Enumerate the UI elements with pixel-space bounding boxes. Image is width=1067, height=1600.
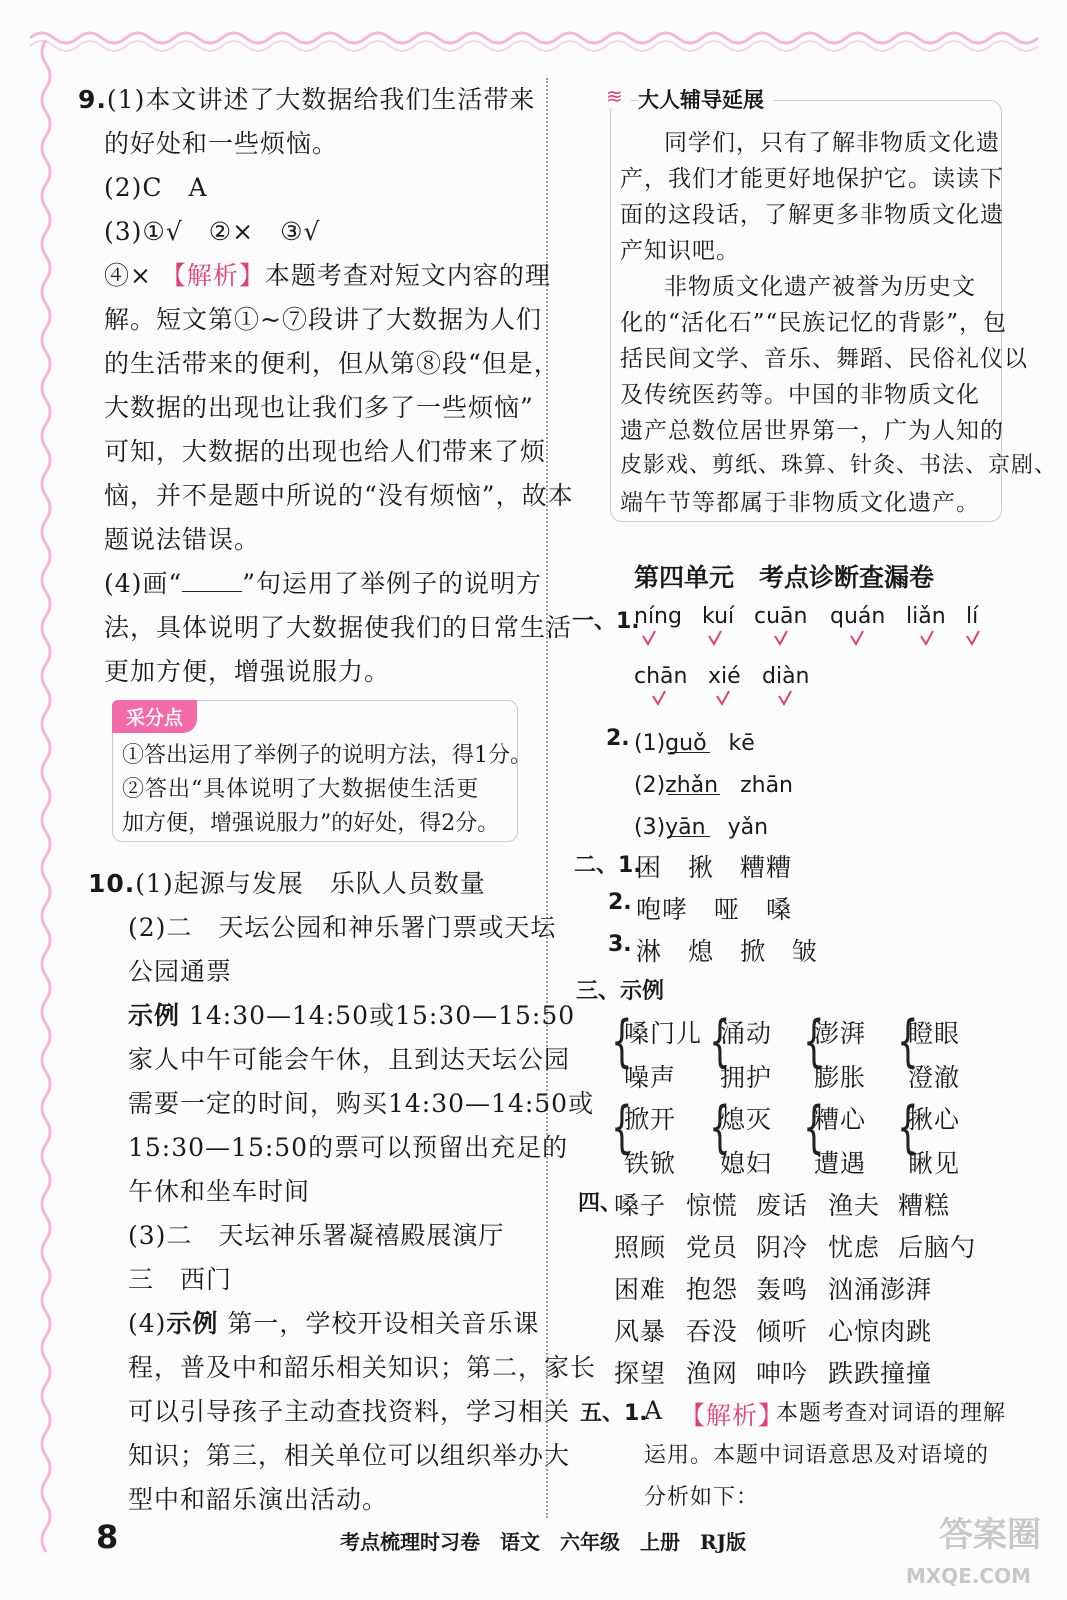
s3-word: 糟心 (814, 1105, 867, 1134)
s2-3-number: 3. (608, 932, 632, 957)
s4-word: 废话 (756, 1191, 809, 1220)
q9-l12-pre: (4)画“ (104, 569, 183, 598)
score-line-2: ②答出“具体说明了大数据使生活更 (122, 777, 480, 802)
q9-line-6: 解。短文第①~⑦段讲了大数据为人们 (104, 305, 542, 334)
ext-line-10: 皮影戏、剪纸、珠算、针灸、书法、京剧、 (620, 453, 1058, 478)
s4-word: 轰鸣 (756, 1275, 809, 1304)
q9-line-1 (78, 80, 535, 116)
ext-line-8: 及传统医药等。中国的非物质文化 (620, 382, 980, 408)
brace: { (709, 1095, 731, 1160)
s4-word: 渔夫 (828, 1191, 881, 1220)
s2-2: 咆哮 哑 嗓 (636, 895, 793, 924)
q9-line-5 (104, 256, 551, 292)
q9-line-11: 题说法错误。 (104, 525, 261, 554)
example-label: 示例 (166, 1309, 219, 1338)
s3-word: 涌动 (720, 1019, 773, 1048)
ext-line-4: 产知识吧。 (620, 238, 740, 264)
s1-pinyin-6: lí (966, 604, 979, 629)
s1-pinyin-3: cuān (754, 604, 808, 629)
s4-word: 跌跌撞撞 (828, 1359, 933, 1388)
q9-line-14: 更加方便，增强说服力。 (104, 657, 391, 686)
ext-line-2: 产，我们才能更好地保护它。读读下 (620, 166, 1004, 192)
s4-word: 抱怨 (686, 1275, 739, 1304)
s1-2-c: (3)yān yǎn (634, 815, 769, 840)
q10-line-2: (2)二 天坛公园和神乐署门票或天坛 (128, 913, 557, 942)
q10-line-8: 午休和坐车时间 (128, 1177, 311, 1206)
q9-text: (1)本文讲述了大数据给我们生活带来 (106, 85, 536, 114)
s3-word: 掀开 (624, 1105, 677, 1134)
q10-line-12: 程，普及中和韶乐相关知识；第二，家长 (128, 1353, 597, 1382)
q10-number: 10. (88, 869, 136, 898)
s4-word: 嗓子 (614, 1191, 667, 1220)
s1-2-a: (1)guǒ kē (634, 731, 755, 756)
check-mark-icon (642, 630, 656, 646)
brace: { (611, 1095, 633, 1160)
s5-line-3: 分析如下： (644, 1485, 760, 1510)
s1-pinyin-1: níng (634, 604, 682, 629)
q9-line-10: 恼，并不是题中所说的“没有烦恼”，故本 (104, 481, 574, 510)
s4-word: 后脑勺 (898, 1233, 977, 1262)
s1-pinyin-8: xié (708, 664, 741, 689)
ext-line-5: 非物质文化遗产被誉为历史文 (664, 274, 976, 300)
q9-line-13: 法，具体说明了大数据使我们的日常生活 (104, 613, 573, 642)
s5-answer: A (644, 1396, 664, 1425)
q10-line-13: 可以引导孩子主动查找资料，学习相关 (128, 1397, 571, 1426)
s3-label: 三、示例 (576, 979, 665, 1004)
q9-line-12 (104, 564, 542, 600)
q10-l11-text: 第一，学校开设相关音乐课 (218, 1309, 540, 1338)
top-wave-border (30, 26, 1040, 56)
underline (670, 752, 710, 753)
s4-word: 探望 (614, 1359, 667, 1388)
s4-word: 风暴 (614, 1317, 667, 1346)
s4-word: 呻吟 (756, 1359, 809, 1388)
ext-line-3: 面的这段话，了解更多非物质文化遗 (620, 202, 1004, 228)
q10-line-11 (128, 1304, 539, 1340)
s3-word: 澎湃 (814, 1019, 867, 1048)
book-info: 考点梳理时习卷 语文 六年级 上册 RJ版 (340, 1530, 747, 1554)
s4-word: 困难 (614, 1275, 667, 1304)
check-mark-icon (652, 690, 666, 706)
s4-word: 糟糕 (898, 1191, 951, 1220)
s4-word: 党员 (686, 1233, 739, 1262)
ext-line-6: 化的“活化石”“民族记忆的背影”，包 (620, 310, 1008, 336)
analysis-tag: 【解析】 (680, 1401, 785, 1430)
brace: { (803, 1009, 825, 1074)
check-mark-icon (778, 690, 792, 706)
q9-line-8: 大数据的出现也让我们多了一些烦恼” (104, 393, 534, 422)
extension-title: 大人辅导延展 (638, 84, 774, 114)
s3-word: 膨胀 (814, 1063, 867, 1092)
q9-analysis-start: 本题考查对短文内容的理 (264, 261, 551, 290)
s1-label: 一、1. (572, 609, 640, 634)
s4-word: 汹涌澎湃 (828, 1275, 933, 1304)
unit-title: 第四单元 考点诊断查漏卷 (634, 563, 935, 592)
s3-word: 揪心 (908, 1105, 961, 1134)
s3-word: 铁锨 (624, 1149, 677, 1178)
underline-blank (182, 573, 242, 592)
q10-line-15: 型中和韶乐演出活动。 (128, 1485, 389, 1514)
q9-line-7: 的生活带来的便利，但从第⑧段“但是， (104, 349, 560, 378)
check-mark-icon (966, 630, 980, 646)
q10-line-10: 三 西门 (128, 1265, 233, 1294)
s5-line-2: 运用。本题中词语意思及对语境的 (644, 1443, 990, 1468)
ext-line-9: 遗产总数位居世界第一，广为人知的 (620, 418, 1004, 444)
check-mark-icon (716, 690, 730, 706)
s4-label: 四、 (578, 1191, 623, 1216)
score-line-1: ①答出运用了举例子的说明方法，得1分。 (122, 743, 532, 768)
s3-word: 瞪眼 (908, 1019, 961, 1048)
q9-line-9: 可知，大数据的出现也给人们带来了烦 (104, 437, 547, 466)
s2-2-number: 2. (608, 890, 632, 915)
q10-line-3: 公园通票 (128, 957, 233, 986)
s1-pinyin-2: kuí (702, 604, 735, 629)
ext-line-11: 端午节等都属于非物质文化遗产。 (620, 490, 980, 516)
check-mark-icon (774, 630, 788, 646)
q9-l12-post: ”句运用了举例子的说明方 (242, 569, 542, 598)
s1-pinyin-4: quán (830, 604, 886, 629)
q10-line-6: 需要一定的时间，购买14:30—14:50或 (128, 1089, 595, 1118)
s5-label: 五、1. (580, 1401, 648, 1426)
q10-times: 14:30—14:50或15:30—15:50 (180, 1001, 576, 1030)
q10-line-4 (128, 996, 575, 1032)
s5-line-1: 本题考查对词语的理解 (776, 1401, 1007, 1426)
ext-line-1: 同学们，只有了解非物质文化遗 (664, 130, 1000, 156)
q10-line-9: (3)二 天坛神乐署凝禧殿展演厅 (128, 1221, 505, 1250)
s2-3: 淋 熄 掀 皱 (636, 937, 819, 966)
q9-answer-4: ④× (104, 261, 152, 290)
s4-word: 倾听 (756, 1317, 809, 1346)
s4-word: 惊慌 (686, 1191, 739, 1220)
s1-pinyin-5: liǎn (906, 604, 946, 629)
q10-text: (1)起源与发展 乐队人员数量 (135, 869, 486, 898)
s4-word: 阴冷 (756, 1233, 809, 1262)
s3-word: 熄灭 (720, 1105, 773, 1134)
underline (668, 794, 720, 795)
brace: { (803, 1095, 825, 1160)
watermark-logo: 答案圈 (939, 1515, 1041, 1555)
waves-icon: ≋ (606, 84, 631, 108)
underline (668, 836, 710, 837)
ext-line-7: 括民间文学、音乐、舞蹈、民俗礼仪以 (620, 346, 1028, 372)
s3-word: 噪声 (624, 1063, 677, 1092)
s1-2-b: (2)zhǎn zhān (634, 773, 793, 798)
check-mark-icon (708, 630, 722, 646)
q10-line-7: 15:30—15:50的票可以预留出充足的 (128, 1133, 569, 1162)
q10-line-1 (88, 864, 486, 900)
column-divider (546, 78, 548, 1518)
s3-word: 遭遇 (814, 1149, 867, 1178)
check-mark-icon (850, 630, 864, 646)
s3-word: 瞅见 (908, 1149, 961, 1178)
brace: { (611, 1009, 633, 1074)
brace: { (709, 1009, 731, 1074)
q9-line-3: (2)C A (104, 173, 208, 202)
s1-pinyin-9: diàn (762, 664, 810, 689)
analysis-tag: 【解析】 (160, 261, 265, 290)
s4-word: 照顾 (614, 1233, 667, 1262)
brace: { (897, 1009, 919, 1074)
q10-line-14: 知识；第三，相关单位可以组织举办大 (128, 1441, 571, 1470)
score-line-3: 加方便，增强说服力”的好处，得2分。 (122, 811, 500, 836)
score-points-ribbon: 采分点 (112, 700, 197, 733)
s3-word: 拥护 (720, 1063, 773, 1092)
check-mark-icon (920, 630, 934, 646)
q10-l11-pre: (4) (128, 1309, 167, 1338)
s1-pinyin-7: chān (634, 664, 688, 689)
example-label: 示例 (128, 1001, 181, 1030)
s2-label: 二、1. (574, 853, 642, 878)
left-wave-border (36, 40, 58, 1560)
q9-line-2: 的好处和一些烦恼。 (104, 129, 339, 158)
page-number: 8 (96, 1518, 119, 1556)
s2-1: 困 揪 糟糟 (636, 853, 793, 882)
watermark-url: MXQE.COM (905, 1564, 1031, 1588)
s4-word: 渔网 (686, 1359, 739, 1388)
s1-2-number: 2. (606, 726, 630, 751)
q9-line-4: (3)①√ ②× ③√ (104, 217, 321, 246)
q10-line-5: 家人中午可能会午休，且到达天坛公园 (128, 1045, 571, 1074)
s4-word: 忧虑 (828, 1233, 881, 1262)
q9-number: 9. (78, 85, 107, 114)
s4-word: 心惊肉跳 (828, 1317, 933, 1346)
brace: { (897, 1095, 919, 1160)
s3-word: 嗓门儿 (624, 1019, 703, 1048)
s3-word: 媳妇 (720, 1149, 773, 1178)
s3-word: 澄澈 (908, 1063, 961, 1092)
s4-word: 吞没 (686, 1317, 739, 1346)
